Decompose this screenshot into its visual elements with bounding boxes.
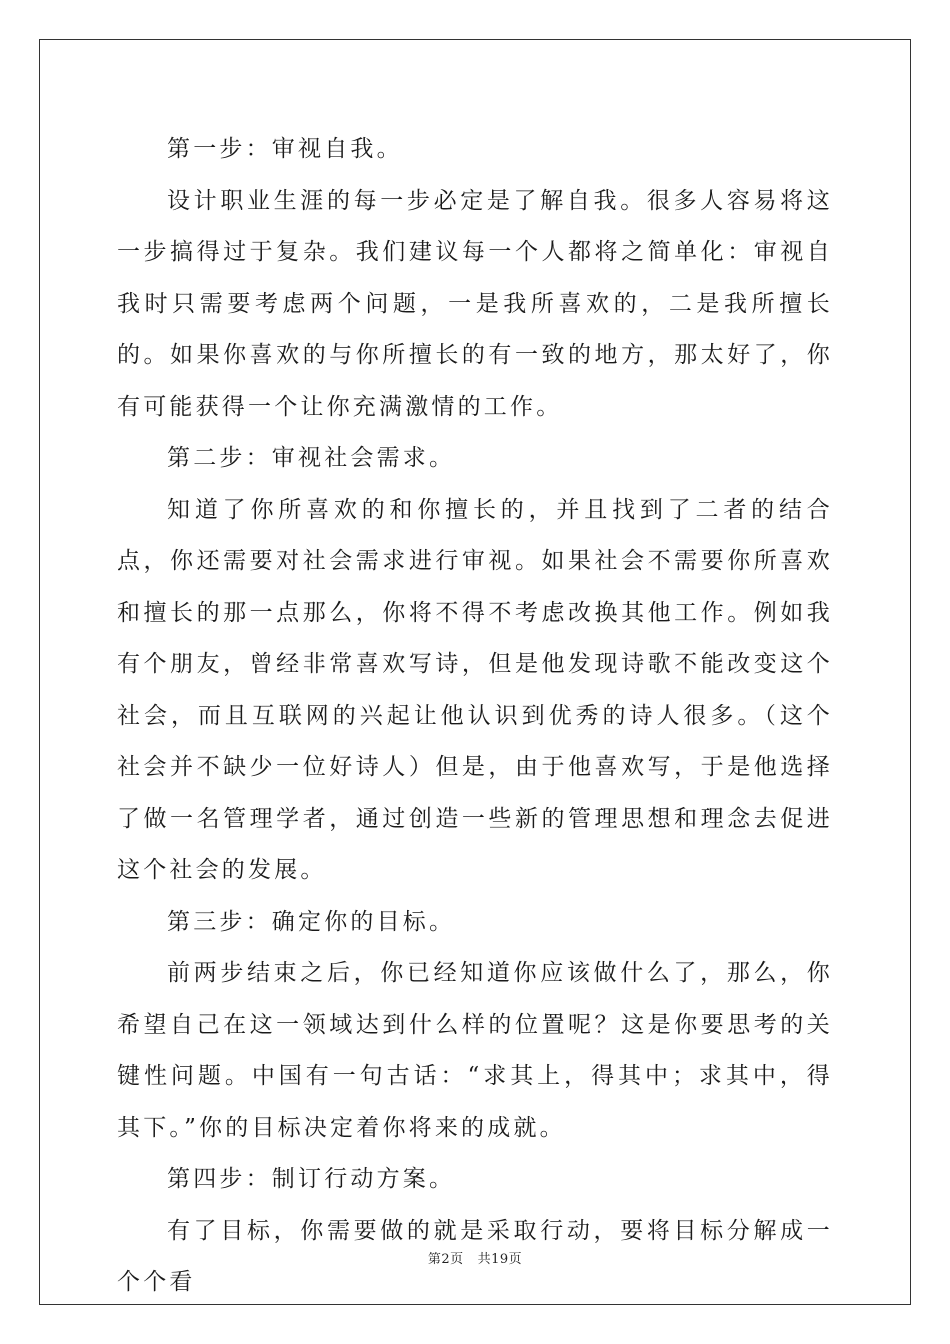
body-paragraph-4: 有了目标，你需要做的就是采取行动，要将目标分解成一个个看	[117, 1217, 833, 1295]
document-body	[117, 124, 833, 1309]
body-paragraph-2: 知道了你所喜欢的和你擅长的，并且找到了二者的结合点，你还需要对社会需求进行审视。如果社会不需要你所喜欢和擅长的那一点那么，你将不得不考虑改换其他工作。例如我有个朋友，曾经非常喜欢写诗，但是他发现诗歌不能改变这个社会，而且互联网的兴起让他认识到优秀的诗人很多。（这个社会并不缺少一位好诗人）但是，由于他喜欢写，于是他选择了做一名管理学者，通过创造一些新的管理思想和理念去促进这个社会的发展。	[117, 496, 833, 883]
step-heading-1: 第一步：审视自我。	[167, 136, 403, 162]
page-number: 第2页	[427, 1252, 464, 1267]
step-heading-4: 第四步：制订行动方案。	[167, 1166, 456, 1192]
body-paragraph-1: 设计职业生涯的每一步必定是了解自我。很多人容易将这一步搞得过于复杂。我们建议每一个人都将之简单化：审视自我时只需要考虑两个问题，一是我所喜欢的，二是我所擅长的。如果你喜欢的与你所擅长的有一致的地方，那太好了，你有可能获得一个让你充满激情的工作。	[117, 187, 833, 420]
page-footer	[0, 1248, 950, 1267]
page-total: 共19页	[477, 1252, 523, 1267]
body-paragraph-3: 前两步结束之后，你已经知道你应该做什么了，那么，你希望自己在这一领域达到什么样的位置呢？这是你要思考的关键性问题。中国有一句古话：“求其上，得其中；求其中，得其下。”你的目标决定着你将来的成就。	[117, 960, 833, 1141]
step-heading-3: 第三步：确定你的目标。	[167, 908, 456, 935]
step-heading-2: 第二步：审视社会需求。	[167, 445, 456, 471]
